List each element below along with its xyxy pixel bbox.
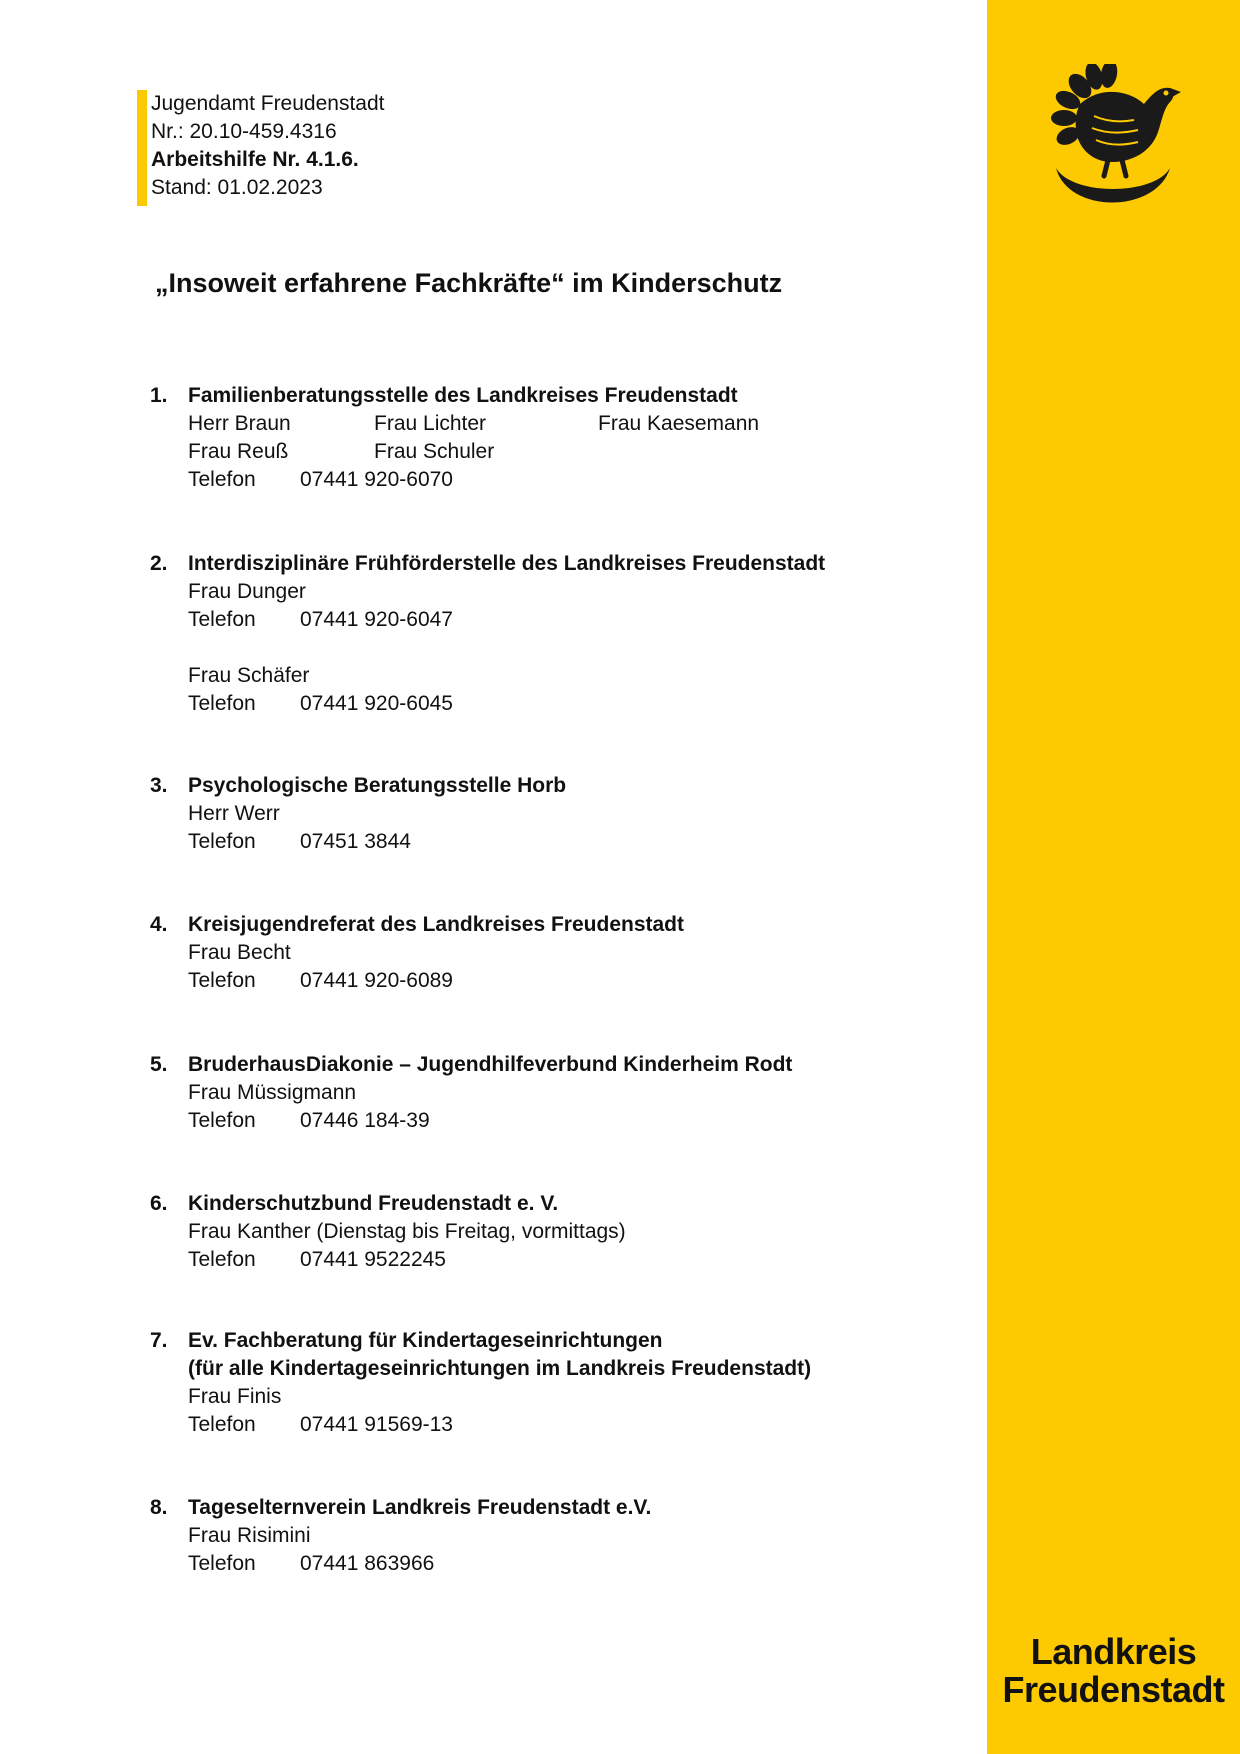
item-number: 6. xyxy=(150,1192,168,1215)
list-item xyxy=(150,382,950,494)
phone-label: Telefon xyxy=(188,969,256,992)
person-name: Frau Risimini xyxy=(188,1524,311,1547)
reference-number: Nr.: 20.10-459.4316 xyxy=(151,120,337,143)
brand-line-2: Freudenstadt xyxy=(1002,1669,1225,1710)
phone-number: 07441 920-6045 xyxy=(300,692,453,715)
list-item xyxy=(150,911,950,995)
organization-name: Kinderschutzbund Freudenstadt e. V. xyxy=(188,1192,559,1215)
phone-label: Telefon xyxy=(188,1552,256,1575)
person-name: Frau Finis xyxy=(188,1385,282,1408)
phone-label: Telefon xyxy=(188,468,256,491)
phone-label: Telefon xyxy=(188,1109,256,1132)
item-number: 8. xyxy=(150,1496,168,1519)
phone-row xyxy=(188,1550,950,1578)
capercaillie-crest-icon xyxy=(1042,64,1182,214)
phone-row xyxy=(188,1246,950,1274)
phone-number: 07446 184-39 xyxy=(300,1109,430,1132)
phone-row xyxy=(188,1107,950,1135)
person-name: Frau Reuß xyxy=(188,440,289,463)
document-meta xyxy=(137,90,651,206)
person-name: Frau Lichter xyxy=(374,412,487,435)
organization-name: Interdisziplinäre Frühförderstelle des Landkreises Freudenstadt xyxy=(188,552,826,575)
person-name: Frau Dunger xyxy=(188,580,306,603)
phone-number: 07441 920-6070 xyxy=(300,468,453,491)
person-name: Frau Müssigmann xyxy=(188,1081,357,1104)
list-item xyxy=(150,1494,950,1578)
person-name: Frau Kaesemann xyxy=(598,412,760,435)
persons-row xyxy=(188,438,950,466)
item-number: 2. xyxy=(150,552,168,575)
phone-row xyxy=(188,1411,950,1439)
phone-label: Telefon xyxy=(188,1413,256,1436)
issue-date: Stand: 01.02.2023 xyxy=(151,176,323,199)
phone-label: Telefon xyxy=(188,692,256,715)
persons-row xyxy=(188,410,950,438)
phone-number: 07441 9522245 xyxy=(300,1248,446,1271)
person-name: Herr Braun xyxy=(188,412,291,435)
item-number: 7. xyxy=(150,1329,168,1352)
list-item xyxy=(150,550,950,718)
list-item xyxy=(150,1327,950,1439)
phone-number: 07441 920-6089 xyxy=(300,969,453,992)
phone-label: Telefon xyxy=(188,608,256,631)
organization-name: BruderhausDiakonie – Jugendhilfeverbund Kinderheim Rodt xyxy=(188,1053,793,1076)
brand-line-1: Landkreis xyxy=(1030,1631,1197,1672)
organization-name: Familienberatungsstelle des Landkreises Freudenstadt xyxy=(188,384,738,407)
office-name: Jugendamt Freudenstadt xyxy=(151,92,385,115)
item-number: 4. xyxy=(150,913,168,936)
organization-name: Kreisjugendreferat des Landkreises Freudenstadt xyxy=(188,913,684,936)
organization-name: Tageselternverein Landkreis Freudenstadt e.V. xyxy=(188,1496,652,1519)
list-item xyxy=(150,772,950,856)
organization-name: Psychologische Beratungsstelle Horb xyxy=(188,774,567,797)
person-name: Frau Kanther (Dienstag bis Freitag, vormittags) xyxy=(188,1220,626,1243)
person-name: Frau Schäfer xyxy=(188,664,310,687)
person-name: Frau Becht xyxy=(188,941,291,964)
phone-row xyxy=(188,967,950,995)
item-number: 1. xyxy=(150,384,168,407)
list-item xyxy=(150,1190,950,1274)
phone-row xyxy=(188,606,950,634)
organization-subtitle: (für alle Kindertageseinrichtungen im Landkreis Freudenstadt) xyxy=(188,1357,812,1380)
person-name: Frau Schuler xyxy=(374,440,495,463)
phone-number: 07441 920-6047 xyxy=(300,608,453,631)
item-number: 3. xyxy=(150,774,168,797)
organization-name: Ev. Fachberatung für Kindertageseinrichtungen xyxy=(188,1329,663,1352)
phone-number: 07441 91569-13 xyxy=(300,1413,453,1436)
phone-number: 07441 863966 xyxy=(300,1552,435,1575)
phone-number: 07451 3844 xyxy=(300,830,411,853)
list-item xyxy=(150,1051,950,1135)
brand-name xyxy=(987,1633,1240,1709)
aid-number: Arbeitshilfe Nr. 4.1.6. xyxy=(151,148,359,171)
accent-sidebar xyxy=(987,0,1240,1754)
phone-row xyxy=(188,466,950,494)
person-name: Herr Werr xyxy=(188,802,280,825)
phone-row xyxy=(188,828,950,856)
phone-label: Telefon xyxy=(188,1248,256,1271)
phone-label: Telefon xyxy=(188,830,256,853)
phone-row xyxy=(188,690,950,718)
page-title: „Insoweit erfahrene Fachkräfte“ im Kinderschutz xyxy=(155,268,783,298)
item-number: 5. xyxy=(150,1053,168,1076)
